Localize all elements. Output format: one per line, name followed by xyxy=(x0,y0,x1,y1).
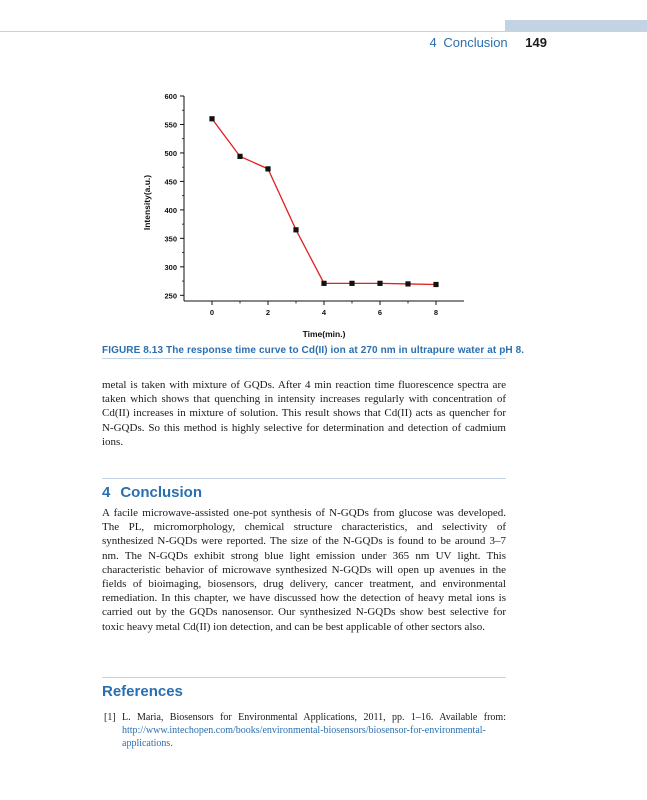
data-point xyxy=(293,227,298,232)
data-point xyxy=(237,154,242,159)
data-point xyxy=(265,166,270,171)
data-point xyxy=(209,116,214,121)
x-axis-label: Time(min.) xyxy=(302,329,346,339)
x-tick-label: 4 xyxy=(321,308,327,317)
body-paragraph: metal is taken with mixture of GQDs. After 4 min reaction time fluorescence spectra are taken which shows that quenching in intensity increases regularly with concentration of Cd(II) increases in mixture of solution. This result shows that Cd(II) acts as quencher for N-GQDs. So this method is highly selective for determination and detection of cadmium ions. xyxy=(102,379,506,448)
y-tick-label: 450 xyxy=(164,177,177,187)
header-rule xyxy=(0,31,505,32)
response-time-chart xyxy=(130,88,490,346)
y-tick-label: 550 xyxy=(164,120,177,130)
y-tick-label: 300 xyxy=(164,262,177,272)
references-heading: References xyxy=(102,683,183,700)
data-point xyxy=(321,281,326,286)
page-number: 149 xyxy=(525,35,547,50)
section-rule xyxy=(102,478,506,479)
conclusion-paragraph: A facile microwave-assisted one-pot synthesis of N-GQDs from glucose was developed. The PL, micromorphology, chemical structure characteristics, and selectivity of synthesized N-GQDs were reported. The size of the N-GQDs is found to be around 3–7 nm. The N-GQDs exhibit strong blue light emission under 365 nm UV light. This characteristic behavior of microwave synthesized N-GQDs will open up avenues in the fields of bioimaging, biosensors, drug delivery, cancer treatment, and environmental remediation. In this chapter, we have discussed how the detection of heavy metal ions is carried out by the GQDs nanosensor. Our synthesized N-GQDs show best selective for toxic heavy metal Cd(II) ion detection, and can be best applicable of other sectors also. xyxy=(102,507,506,633)
y-tick-label: 350 xyxy=(164,234,177,244)
section-title: Conclusion xyxy=(120,484,203,501)
figure-caption-text: The response time curve to Cd(II) ion at 270 nm in ultrapure water at pH 8. xyxy=(166,345,525,356)
y-tick-label: 600 xyxy=(164,92,177,101)
section-number: 4 xyxy=(102,484,111,501)
header-accent-bar xyxy=(505,20,647,32)
y-tick-label: 250 xyxy=(164,291,177,301)
data-point xyxy=(405,281,410,286)
y-axis-label: Intensity(a.u.) xyxy=(142,174,152,231)
caption-rule xyxy=(102,358,506,359)
reference-body xyxy=(122,711,506,750)
y-tick-label: 400 xyxy=(164,205,177,215)
x-tick-label: 8 xyxy=(433,308,439,317)
data-point xyxy=(377,281,382,286)
reference-link[interactable]: http://www.intechopen.com/books/environmental-biosensors/biosensor-for-environmental-applications. xyxy=(122,725,486,749)
running-head xyxy=(429,35,547,50)
series-line xyxy=(212,119,436,285)
reference-number: [1] xyxy=(104,712,116,723)
section-rule xyxy=(102,677,506,678)
x-tick-label: 6 xyxy=(377,308,383,317)
data-point xyxy=(349,281,354,286)
running-head-section-number: 4 xyxy=(429,35,437,50)
reference-item xyxy=(102,711,506,750)
section-heading-conclusion xyxy=(102,484,202,501)
data-point xyxy=(433,282,438,287)
x-tick-label: 0 xyxy=(209,308,215,317)
y-tick-label: 500 xyxy=(164,148,177,158)
x-tick-label: 2 xyxy=(265,308,271,317)
figure-caption-label: FIGURE 8.13 xyxy=(102,345,164,356)
reference-text: L. Maria, Biosensors for Environmental Applications, 2011, pp. 1–16. Available from: xyxy=(122,712,506,723)
page-top-band xyxy=(0,0,647,34)
figure-caption xyxy=(102,345,525,356)
running-head-section-title: Conclusion xyxy=(443,35,508,50)
